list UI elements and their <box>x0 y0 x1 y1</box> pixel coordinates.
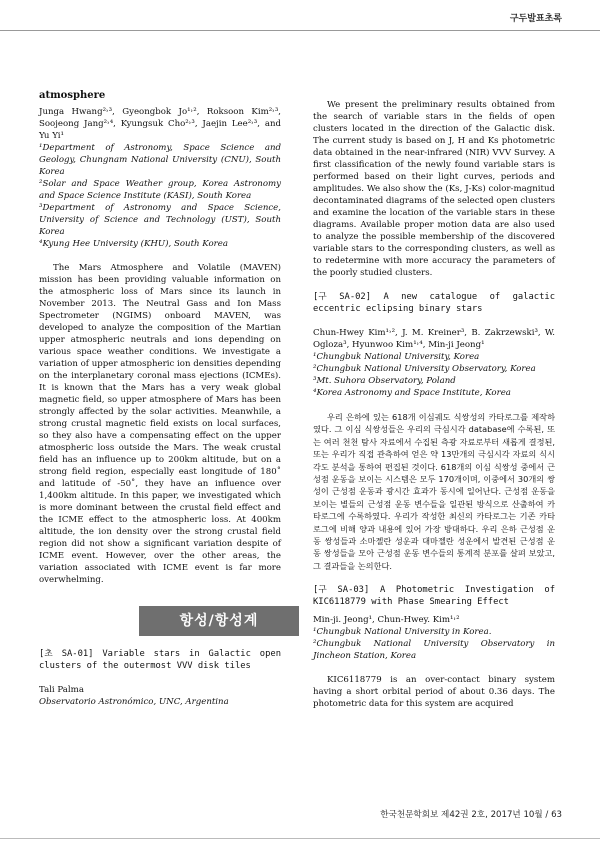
sa03-title: [구 SA-03] A Photometric Investigation of KIC6118779 with Phase Smearing Effect <box>313 585 555 608</box>
author-list: Junga Hwang²˒³, Gyeongbok Jo¹˒², Roksoon Kim²˒³, Soojeong Jang²˒⁴, Kyungsuk Cho²˒³, Jaejin Lee²˒³, and Yu Yi¹ <box>39 107 281 141</box>
page-footer: 한국천문학회보 제42권 2호, 2017년 10월 / 63 <box>380 810 562 820</box>
header-label: 구두발표초록 <box>509 14 562 24</box>
affiliation: ¹Department of Astronomy, Space Science and Geology, Chungnam National University (CNU), South Korea <box>39 143 281 177</box>
abstract-title: atmosphere <box>39 90 106 101</box>
footer-rule <box>0 838 600 839</box>
left-column <box>39 90 281 708</box>
sa02-title: [구 SA-02] A new catalogue of galactic eccentric eclipsing binary stars <box>313 292 555 314</box>
affiliation: ²Chungbuk National University Observatory in Jincheon Station, Korea <box>313 639 555 662</box>
sa01-affiliation: Observatorio Astronómico, UNC, Argentina <box>39 697 229 707</box>
sa01-title: [초 SA-01] Variable stars in Galactic open clusters of the outermost VVV disk tiles <box>39 649 281 671</box>
affiliation: ⁴Korea Astronomy and Space Institute, Korea <box>313 388 511 398</box>
sa03-authors: Min-ji. Jeong¹, Chun-Hwey. Kim¹˒² <box>313 615 460 626</box>
sa03-abstract: KIC6118779 is an over-contact binary system having a short orbital period of about 0.36 days. The photometric data for this system are acquired <box>313 675 555 710</box>
sa02-abstract: 우리 은하에 있는 618개 이심궤도 식쌍성의 카타로그를 제작하였다. 그 이심 식쌍성들은 우리의 극심시각 database에 수록된, 또는 여러 천천 탐사 자료에서 수집된 측광 자료로부터 새롭게 결정된, 또는 우리가 직접 관측하여 얻은 약 13만개의 극심시각 자료의 식시각도 분석을 통하여 편집된 것이다. 618개의 이심 식쌍성 중에서 근성점 운동을 보이는 시스템은 모두 170개이며, 이중에서 30개의 쌍성이 근성점 운동과 광시간 효과가 동시에 일어난다. 근성점 운동을 보이는 별들의 근성점 운동 변수들을 일관된 방식으로 산출하여 카타로그에 수록하였다. 우리가 작성한 최신의 카타로그는 기존 카타로그에 비해 양과 내용에 있어 가장 방대하다. 우리 은하 근성점 운동 쌍성들과 소마젤란 성운과 대마젤란 성운에서 발견된 근성점 운동 쌍성들을 모아 근성점 운동 변수들의 통계적 분포를 살펴 보았고, 그 결과들을 논의한다. <box>313 412 555 571</box>
affiliation: ²Solar and Space Weather group, Korea Astronomy and Space Science Institute (KASI), South Korea <box>39 179 281 201</box>
sa01-abstract: We present the preliminary results obtained from the search of variable stars in the fields of open clusters located in the direction of the Galactic disk. The current study is based on J, H and Ks photometric data obtained in the near-infrared (NIR) VVV Survey. A first classification of the newly found variable stars is performed based on their light curves, periods and amplitudes. We also show the (Ks, J-Ks) color-magnitud decontaminated diagrams of the selected open clusters and examine the location of the variable stars in these diagrams. Available proper motion data are also used to analyze the possible membership of the discovered variable stars to the corresponding clusters, as well as to redetermine with more accuracy the parameters of the poorly studied clusters. <box>313 100 555 278</box>
sa02-authors: Chun-Hwey Kim¹˒², J. M. Kreiner³, B. Zakrzewski³, W. Ogloza³, Hyunwoo Kim¹˒⁴, Min-ji Jeong¹ <box>313 328 555 350</box>
page-header <box>0 0 600 31</box>
affiliation: ⁴Kyung Hee University (KHU), South Korea <box>39 239 228 249</box>
sa01-author: Tali Palma <box>39 685 84 695</box>
affiliation: ³Mt. Suhora Observatory, Poland <box>313 376 456 386</box>
affiliation: ²Chungbuk National University Observatory, Korea <box>313 364 536 374</box>
affiliation: ¹Chungbuk National University in Korea. <box>313 627 492 638</box>
section-banner: 항성/항성계 <box>139 606 299 636</box>
affiliation: ¹Chungbuk National University, Korea <box>313 352 480 362</box>
right-column <box>313 99 555 710</box>
affiliation: ³Department of Astronomy and Space Science, University of Science and Technology (UST), South Korea <box>39 203 281 237</box>
abstract-body: The Mars Atmosphere and Volatile (MAVEN) mission has been providing valuable information on the atmospheric loss of Mars since its launch in November 2013. The Neutral Gass and Ion Mass Spectrometer (NGIMS) onboard MAVEN, was developed to analyze the composition of the Martian upper atmospheric neutrals and ions depending on various space weather conditions. We investigate a variation of upper atmospheric ion densities depending on the interplanetary coronal mass ejections (ICMEs). It is known that the Mars has a very weak global magnetic field, so upper atmosphere of Mars has been strongly affected by the solar activities. Meanwhile, a strong crustal magnetic field exists on local surfaces, so they also have a compensating effect on the upper atmospheric loss outside the Mars. The weak crustal field has an influence up to 200km altitude, but on a strong field region, especially east longitude of 180˚ and latitude of -50˚, they have an influence over 1,400km altitude. In this paper, we investigated which is more dominant between the crustal field effect and the ICME effect to the atmospheric loss. At 400km altitude, the ion density over the strong crustal field region did not show a significant variation despite of ICME event. However, over the other areas, the variation associated with ICME event is far more overwhelming. <box>39 263 281 585</box>
